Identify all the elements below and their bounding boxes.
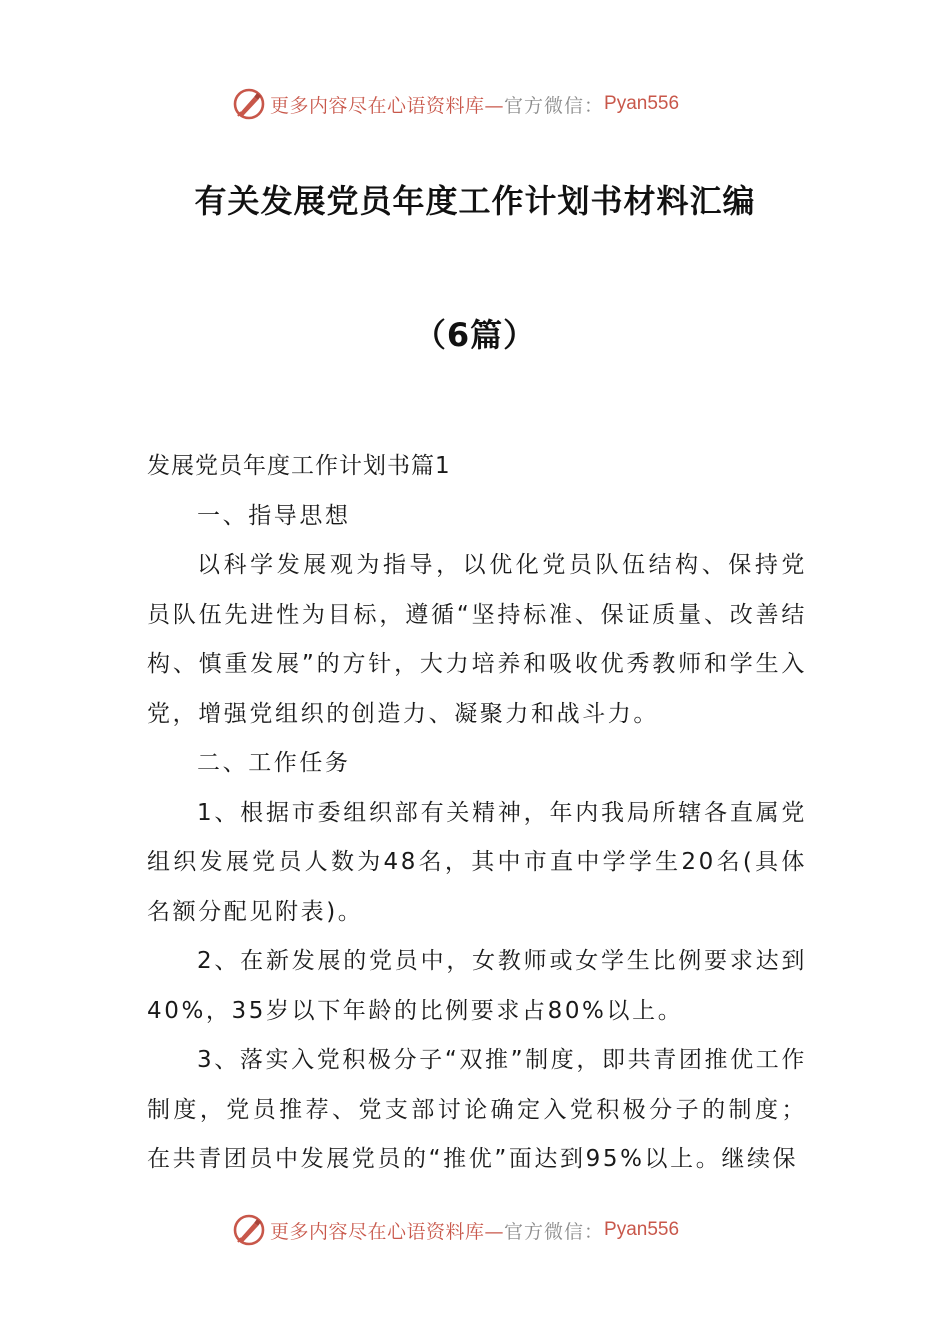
paragraph-guiding-thought: 以科学发展观为指导，以优化党员队伍结构、保持党员队伍先进性为目标，遵循“坚持标准、保证质量、改善结构、慎重发展”的方针，大力培养和吸收优秀教师和学生入党，增强党组织的创造力、凝聚力和战斗力。 [147,552,807,727]
watermark-wechat-label: 官方微信： [504,1220,605,1243]
pen-logo-icon [232,1213,266,1247]
subheading-guiding-thought: 一、指导思想 [197,502,351,529]
paragraph-task-3: 3、落实入党积极分子“双推”制度，即共青团推优工作制度，党员推荐、党支部讨论确定入党积极分子的制度；在共青团员中发展党员的“推优”面达到95%以上。继续保 [147,1047,807,1172]
watermark-wechat-id: Pyan556 [604,93,680,114]
document-title-count: （6篇） [413,316,537,354]
paragraph-task-2: 2、在新发展的党员中，女教师或女学生比例要求达到40%，35岁以下年龄的比例要求占80%以上。 [147,948,807,1024]
watermark-wechat-label: 官方微信： [504,94,605,117]
header-watermark [232,84,679,124]
footer-watermark [232,1210,679,1250]
watermark-text: 更多内容尽在心语资料库— [270,94,505,117]
document-body [147,442,807,1185]
document-title: 有关发展党员年度工作计划书材料汇编 [194,182,756,220]
paragraph-task-1: 1、根据市委组织部有关精神，年内我局所辖各直属党组织发展党员人数为48名，其中市直中学学生20名(具体名额分配见附表)。 [147,799,807,925]
watermark-text: 更多内容尽在心语资料库— [270,1220,505,1243]
subheading-work-tasks: 二、工作任务 [197,750,351,776]
pen-logo-icon [232,87,266,121]
section-heading: 发展党员年度工作计划书篇1 [147,453,451,479]
watermark-wechat-id: Pyan556 [604,1219,680,1240]
